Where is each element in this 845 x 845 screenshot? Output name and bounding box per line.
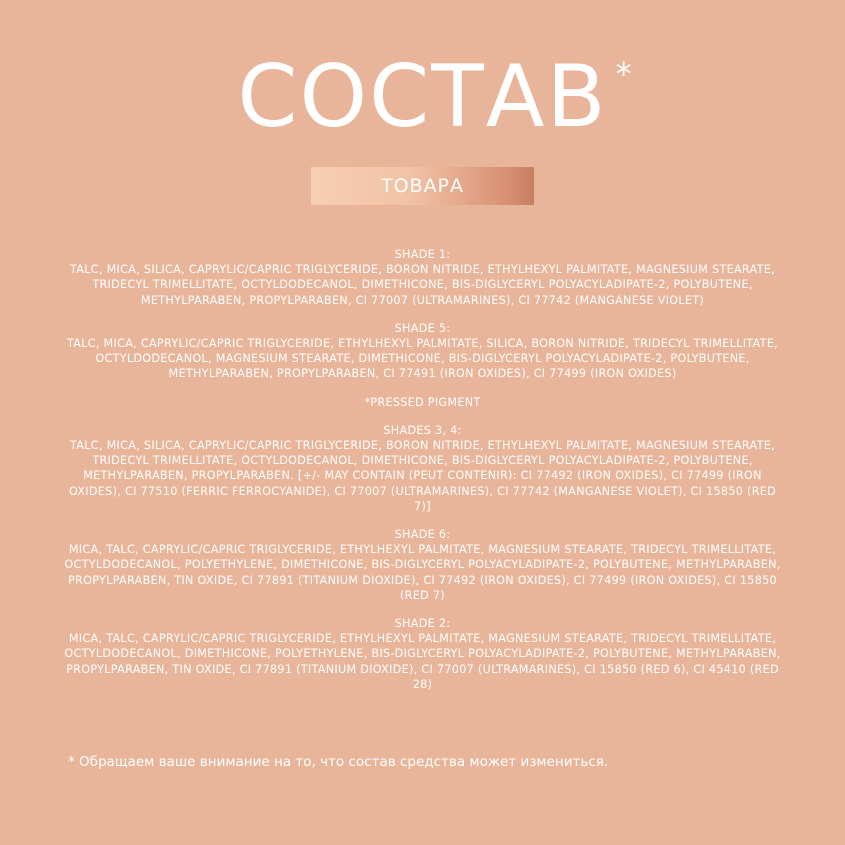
title-asterisk: * xyxy=(615,55,634,93)
shade-block xyxy=(60,423,785,514)
page-header xyxy=(0,47,845,147)
shade-ingredients: TALC, MICA, SILICA, CAPRYLIC/CAPRIC TRIGLYCERIDE, BORON NITRIDE, ETHYLHEXYL PALMITATE, MAGNESIUM STEARATE, TRIDECYL TRIMELLITATE, OCTYLDODECANOL, DIMETHICONE, BIS-DIGLYCERYL POLYACYLADIPATE-2, POLYBUTENE, METHYLPARABEN, PROPYLPARABEN. [+/- MAY CONTAIN (PEUT CONTENIR): CI 77492 (IRON OXIDES), CI 77499 (IRON OXIDES), CI 77510 (FERRIC FERROCYANIDE), CI 77007 (ULTRAMARINES), CI 77742 (MANGANESE VIOLET), CI 15850 (RED 7)] xyxy=(68,439,777,513)
shade-title: SHADES 3, 4: xyxy=(383,423,462,437)
subtitle-badge xyxy=(311,167,534,205)
shade-title: SHADE 1: xyxy=(394,248,451,261)
shade-title: SHADE 5: xyxy=(394,321,451,335)
disclaimer-note: * Обращаем ваше внимание на то, что состав средства может измениться. xyxy=(68,754,609,770)
shade-title: SHADE 2: xyxy=(394,617,451,631)
shade-block xyxy=(60,247,785,308)
shade-block xyxy=(60,616,785,692)
shade-ingredients: TALC, MICA, CAPRYLIC/CAPRIC TRIGLYCERIDE, ETHYLHEXYL PALMITATE, SILICA, BORON NITRIDE, TRIDECYL TRIMELLITATE, OCTYLDODECANOL, MAGNESIUM STEARATE, DIMETHICONE, BIS-DIGLYCERYL POLYACYLADIPATE-2, POLYBUTENE, METHYLPARABEN, PROPYLPARABEN, CI 77491 (IRON OXIDES), CI 77499 (IRON OXIDES) xyxy=(66,337,779,381)
subtitle-text: ТОВАРА xyxy=(380,175,465,197)
ingredients-list xyxy=(60,247,785,705)
shade-block xyxy=(60,527,785,603)
page-title-text: СОСТАВ xyxy=(237,47,608,147)
shade-ingredients: MICA, TALC, CAPRYLIC/CAPRIC TRIGLYCERIDE, ETHYLHEXYL PALMITATE, MAGNESIUM STEARATE, TRIDECYL TRIMELLITATE, OCTYLDODECANOL, DIMETHICONE, POLYETHYLENE, BIS-DIGLYCERYL POLYACYLADIPATE-2, POLYBUTENE, METHYLPARABEN, PROPYLPARABEN, TIN OXIDE, CI 77891 (TITANIUM DIOXIDE), CI 77007 (ULTRAMARINES), CI 15850 (RED 6), CI 45410 (RED 28) xyxy=(64,632,781,691)
shade-block xyxy=(60,321,785,382)
shade-title: SHADE 6: xyxy=(394,528,451,542)
page-title xyxy=(237,47,634,147)
pressed-pigment-note: *PRESSED PIGMENT xyxy=(364,395,481,409)
shade-ingredients: TALC, MICA, SILICA, CAPRYLIC/CAPRIC TRIGLYCERIDE, BORON NITRIDE, ETHYLHEXYL PALMITATE, MAGNESIUM STEARATE, TRIDECYL TRIMELLITATE, OCTYLDODECANOL, DIMETHICONE, BIS-DIGLYCERYL POLYACYLADIPATE-2, POLYBUTENE, METHYLPARABEN, PROPYLPARABEN, CI 77007 (ULTRAMARINES), CI 77742 (MANGANESE VIOLET) xyxy=(70,263,775,307)
shade-ingredients: MICA, TALC, CAPRYLIC/CAPRIC TRIGLYCERIDE, ETHYLHEXYL PALMITATE, MAGNESIUM STEARATE, TRIDECYL TRIMELLITATE, OCTYLDODECANOL, POLYETHYLENE, DIMETHICONE, BIS-DIGLYCERYL POLYACYLADIPATE-2, POLYBUTENE, METHYLPARABEN, PROPYLPARABEN, TIN OXIDE, CI 77891 (TITANIUM DIOXIDE), CI 77492 (IRON OXIDES), CI 77499 (IRON OXIDES), CI 15850 (RED 7) xyxy=(64,543,781,602)
